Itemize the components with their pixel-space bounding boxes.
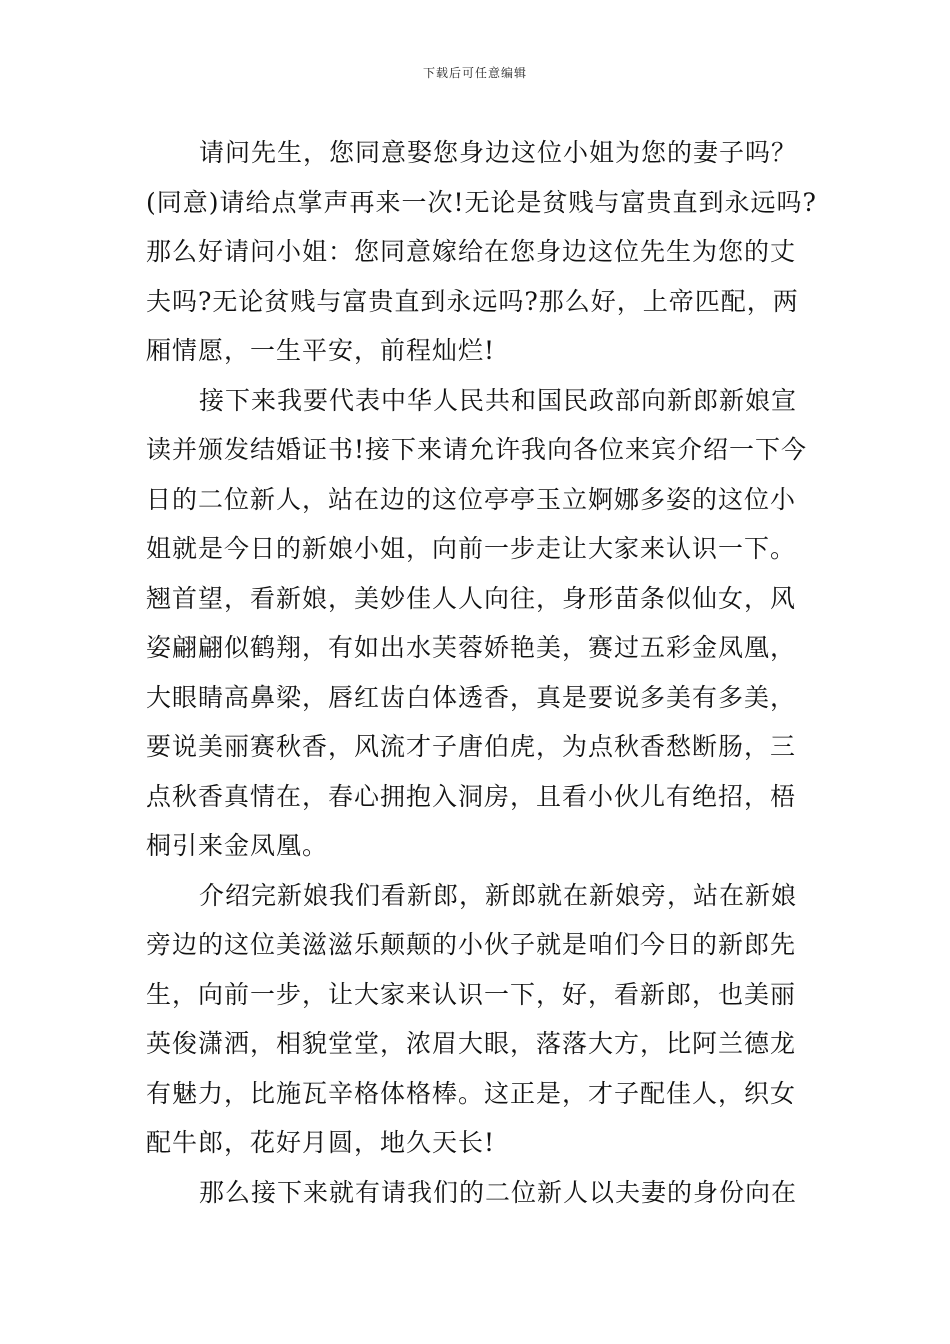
paragraph-line: 旁边的这位美滋滋乐颠颠的小伙子就是咱们今日的新郎先 — [146, 930, 797, 959]
paragraph-line: 那么接下来就有请我们的二位新人以夫妻的身份向在 — [199, 1177, 798, 1207]
paragraph-line: 英俊潇洒，相貌堂堂，浓眉大眼，落落大方，比阿兰德龙 — [146, 1029, 797, 1058]
paragraph-line: 日的二位新人，站在边的这位亭亭玉立婀娜多姿的这位小 — [146, 484, 797, 514]
document-body — [146, 128, 817, 1217]
paragraph-line: 请问先生，您同意娶您身边这位小姐为您的妻子吗？ — [199, 138, 798, 167]
paragraph-line: 那么好请问小姐：您同意嫁给在您身边这位先生为您的丈 — [146, 237, 797, 266]
paragraph-line: (同意)请给点掌声再来一次!无论是贫贱与富贵直到永远吗? — [146, 187, 817, 217]
paragraph-line: 翘首望，看新娘，美妙佳人人向往，身形苗条似仙女，风 — [146, 583, 797, 613]
paragraph-line: 姿翩翩似鹤翔，有如出水芙蓉娇艳美，赛过五彩金凤凰， — [146, 633, 797, 662]
paragraph-line: 夫吗?无论贫贱与富贵直到永远吗?那么好，上帝匹配，两 — [146, 286, 799, 316]
paragraph-line: 姐就是今日的新娘小姐，向前一步走让大家来认识一下。 — [146, 534, 797, 563]
paragraph-line: 点秋香真情在，春心拥抱入洞房，且看小伙儿有绝招，梧 — [146, 781, 797, 811]
paragraph-line: 要说美丽赛秋香，风流才子唐伯虎，为点秋香愁断肠，三 — [146, 732, 797, 761]
header-note: 下载后可任意编辑 — [422, 66, 527, 80]
paragraph-line: 配牛郎，花好月圆，地久天长! — [146, 1128, 496, 1157]
paragraph-line: 有魅力，比施瓦辛格体格棒。这正是，才子配佳人，织女 — [146, 1078, 797, 1108]
paragraph-line: 桐引来金凤凰。 — [146, 831, 329, 860]
paragraph-line: 大眼睛高鼻梁，唇红齿白体透香，真是要说多美有多美， — [146, 682, 797, 712]
paragraph-line: 生，向前一步，让大家来认识一下，好，看新郎，也美丽 — [146, 979, 797, 1009]
paragraph-line: 读并颁发结婚证书!接下来请允许我向各位来宾介绍一下今 — [146, 435, 808, 464]
paragraph-line: 介绍完新娘我们看新郎，新郎就在新娘旁，站在新娘 — [199, 880, 798, 910]
paragraph-line: 厢情愿，一生平安，前程灿烂! — [146, 336, 496, 365]
paragraph-line: 接下来我要代表中华人民共和国民政部向新郎新娘宣 — [199, 385, 798, 415]
